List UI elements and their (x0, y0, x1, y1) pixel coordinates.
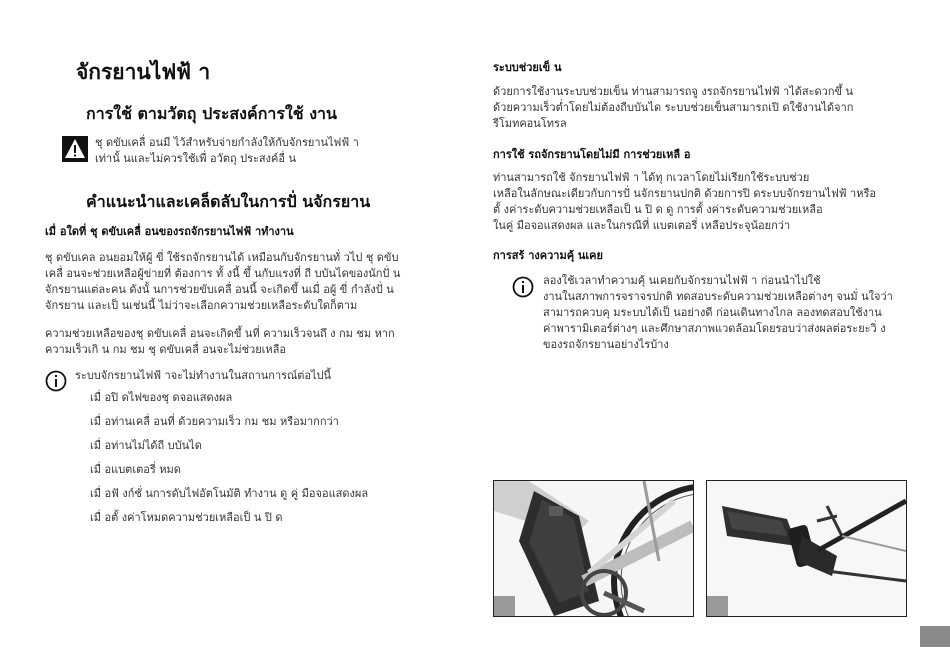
walk-assist-heading: ระบบช่วยเข็ น (493, 61, 562, 74)
info-icon (45, 370, 67, 392)
no-assist-line-4: ในคู่ มือจอแสดงผล และในกรณีที่ แบตเตอรี่ เหลือประจุน้อยกว่า (493, 219, 791, 232)
bullet-speed-limit: เมื่ อท่านเคลื่ อนที่ ด้วยความเร็ว กม ชม หรือมากกว่า (90, 415, 339, 428)
tips-heading: คำแนะนำและเคล็ดลับในการปั่ นจักรยาน (86, 192, 371, 211)
photo-tab (707, 596, 728, 616)
familiar-line-3: สามารถควบคุ มระบบได้เป็ นอย่างดี ก่อนเดินทางไกล ลองทดสอบใช้งาน (543, 306, 882, 319)
warning-icon (62, 136, 88, 162)
familiar-line-4: ค่าพารามิเตอร์ต่างๆ และศึกษาสภาพแวดล้อมโดยรอบว่าส่งผลต่อระยะวิ่ ง (543, 322, 886, 335)
photo-tab (494, 596, 515, 616)
walk-text-line-1: ด้วยการใช้งานระบบช่วยเข็น ท่านสามารถจู งรถจักรยานไฟฟ้ าได้สะดวกขึ้ น (493, 85, 854, 98)
when-heading: เมื่ อใดที่ ชุ ดขับเคลื่ อนของรถจักรยานไฟฟ้ าทำงาน (45, 225, 294, 238)
familiarize-heading: การสร้ างความคุ้ นเคย (493, 249, 603, 262)
handlebar-illustration (707, 481, 906, 616)
para1-line-1: ชุ ดขับเคล อนยอมให้ผู้ ขี่ ใช้รถจักรยานได้ เหมือนกับจักรยานทั่ วไป ชุ ดขับ (45, 251, 399, 264)
page-title: จักรยานไฟฟ้ า (76, 60, 211, 84)
para2-line-2: ความเร็วเกิ น กม ชม ชุ ดขับเคลื่ อนจะไม่ช่วยเหลือ (45, 343, 287, 356)
drive-unit-illustration (494, 481, 693, 616)
purpose-text-line-1: ชุ ดขับเคลื่ อนมี ไว้สำหรับจ่ายกำลังให้กับจักรยานไฟฟ้ า (95, 136, 359, 149)
para1-line-2: เคลื่ อนจะช่วยเหลือผู้ข่ายที่ ต้องการ ทั้ งนี้ ขึ้ นกับแรงที่ ถี บบันไดของนักปั่ น (45, 267, 401, 280)
purpose-heading: การใช้ ตามวัตถุ ประสงค์การใช้ งาน (86, 104, 337, 123)
familiar-line-5: ของรถจักรยานอย่างไรบ้าง (543, 338, 669, 351)
bullet-battery-empty: เมื่ อแบตเตอรี่ หมด (90, 463, 181, 476)
bullet-no-pedal: เมื่ อท่านไม่ได้ถี บบันได (90, 439, 202, 452)
bullet-auto-off: เมื่ อฟั งก์ชั่ นการดับไฟอัตโนมัติ ทำงาน ดู คู่ มือจอแสดงผล (90, 487, 369, 500)
no-assist-line-3: ตั้ งค่าระดับความช่วยเหลือเป็ น ปิ ด ดู การตั้ งค่าระดับความช่วยเหลือ (493, 203, 823, 216)
bullet-display-off: เมื่ อปิ ดไฟของชุ ดจอแสดงผล (90, 391, 233, 404)
para1-line-4: จักรยาน และเป็ นเช่นนี้ ไม่ว่าจะเลือกความช่วยเหลือระดับใดก็ตาม (45, 299, 358, 312)
bullet-assist-off: เมื่ อตั้ งค่าโหมดความช่วยเหลือเป็ น ปิ ด (90, 511, 283, 524)
no-assist-line-1: ท่านสามารถใช้ จักรยานไฟฟ้ า ได้ทุ กเวลาโดยไม่เรียกใช้ระบบช่วย (493, 171, 810, 184)
walk-text-line-2: ด้วยความเร็วต่ำโดยไม่ต้องถีบบันได ระบบช่วยเข็นสามารถเปิ ดใช้งานได้จาก (493, 101, 854, 114)
no-assist-line-2: เหลือในลักษณะเดียวกับการปั่ นจักรยานปกติ ด้วยการปิ ดระบบจักรยานไฟฟ้ าหรือ (493, 187, 876, 200)
walk-text-line-3: รีโมทคอนโทรล (493, 117, 567, 130)
para1-line-3: จักรยานแต่ละคน ดังนั้ นการช่วยขับเคลื่ อนนี้ จะเกิดขึ้ นเมื่ อผู้ ขี่ กำลังปั่ น (45, 283, 394, 296)
purpose-text-line-2: เท่านั้ นและไม่ควรใช้เพื่ อวัตถุ ประสงค์อื่ น (95, 152, 296, 165)
not-working-intro: ระบบจักรยานไฟฟ้ าจะไม่ทำงานในสถานการณ์ต่อไปนี้ (75, 369, 332, 382)
familiar-line-2: งานในสภาพการจราจรปกติ ทดสอบระดับความช่วยเหลือต่างๆ จนมั่ นใจว่า (543, 290, 893, 303)
handlebar-photo (706, 480, 907, 617)
right-page (475, 0, 950, 670)
para2-line-1: ความช่วยเหลือของชุ ดขับเคลื่ อนจะเกิดขึ้ นที่ ความเร็วจนถึ ง กม ชม หาก (45, 327, 395, 340)
page-edge-tab (920, 626, 950, 647)
no-assist-heading: การใช้ รถจักรยานโดยไม่มี การช่วยเหลื อ (493, 148, 691, 161)
familiar-line-1: ลองใช้เวลาทำความคุ้ นเคยกับจักรยานไฟฟ้ า ก่อนนำไปใช้ (543, 274, 821, 287)
info-icon (512, 276, 534, 298)
drive-unit-photo (493, 480, 694, 617)
